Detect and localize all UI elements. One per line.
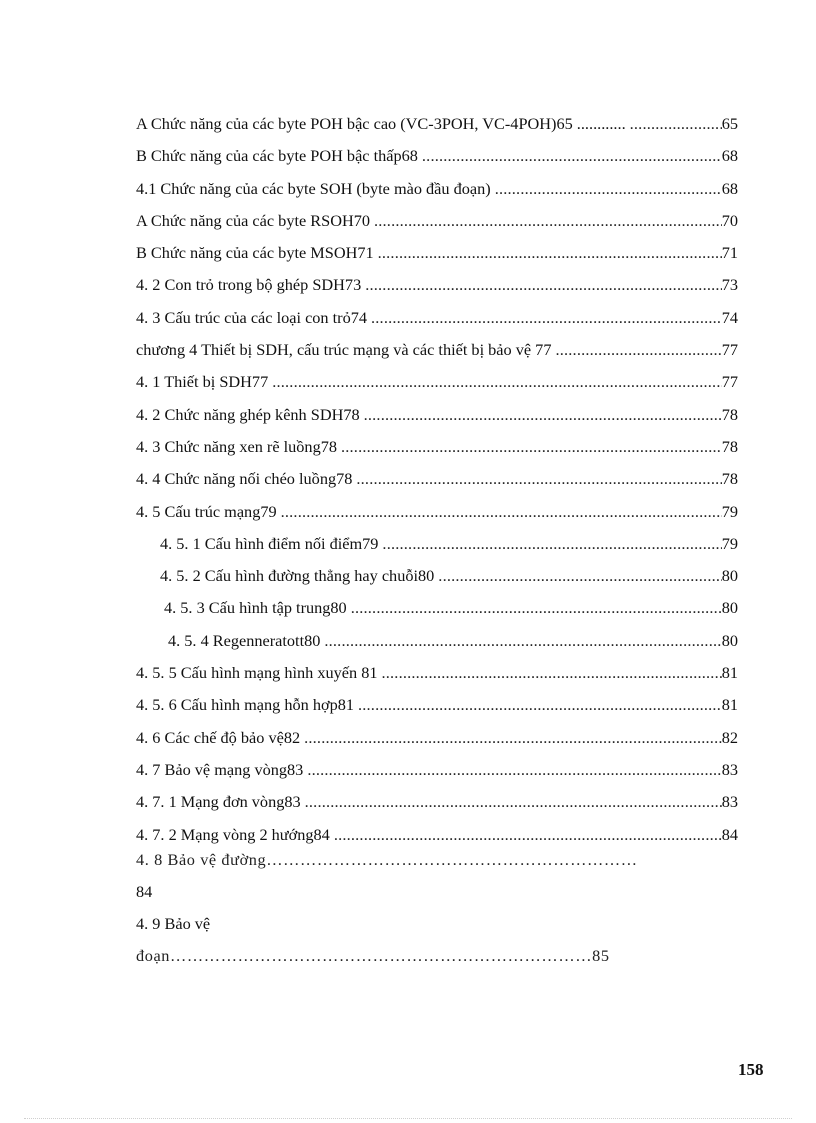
toc-entry — [136, 528, 738, 560]
toc-entry-title: 4. 1 Thiết bị SDH77 — [136, 372, 269, 392]
toc-entry-title: 4. 3 Cấu trúc của các loại con trỏ74 — [136, 307, 368, 327]
toc-leader-dots — [305, 786, 722, 818]
toc-entry — [136, 592, 738, 624]
toc-entry-page: 83 — [721, 759, 738, 779]
toc-entry — [136, 754, 738, 786]
toc-leader-dots — [381, 657, 721, 689]
toc-entry — [136, 819, 738, 851]
toc-leader-dots — [378, 237, 722, 269]
toc-entry — [136, 205, 738, 237]
toc-entry-title: 4. 3 Chức năng xen rẽ luồng78 — [136, 436, 337, 456]
toc-entry-title: 4. 2 Chức năng ghép kênh SDH78 — [136, 404, 360, 424]
toc-entry — [136, 108, 738, 140]
toc-entry-title: 4. 2 Con trỏ trong bộ ghép SDH73 — [136, 275, 362, 295]
toc-entry-title: 4. 7. 1 Mạng đơn vòng83 — [136, 792, 301, 812]
toc-entry-page: 79 — [721, 533, 738, 553]
toc-entry-title: 4. 5. 5 Cấu hình mạng hình xuyến 81 — [136, 663, 378, 683]
page-number: 158 — [738, 1060, 764, 1079]
toc-entry — [136, 302, 738, 334]
toc-entry-page: 73 — [721, 275, 738, 295]
toc-entry-page: 79 — [721, 501, 738, 521]
toc-leader-dots — [334, 819, 722, 851]
toc-leader-dots — [495, 173, 722, 205]
toc-entry-title: 4. 5. 2 Cấu hình đường thẳng hay chuỗi80 — [160, 566, 435, 586]
toc-entry-page: 80 — [721, 598, 738, 618]
toc-entry-page: 81 — [721, 663, 738, 683]
toc-entry — [136, 689, 738, 721]
toc-leader-dots — [422, 140, 722, 172]
toc-entry-title: B Chức năng của các byte POH bậc thấp68 — [136, 146, 418, 166]
toc-entry — [136, 269, 738, 301]
toc-entry-line-48-page — [136, 882, 738, 902]
toc-leader-dots — [272, 366, 722, 398]
toc-entry — [136, 657, 738, 689]
toc-entry — [136, 625, 738, 657]
toc-entry-title: 4. 6 Các chế độ bảo vệ82 — [136, 727, 301, 747]
toc-leader-dots — [630, 108, 722, 140]
toc-entry-page: 68 — [721, 146, 738, 166]
toc-entry — [136, 399, 738, 431]
toc-leader-dots — [364, 399, 722, 431]
toc-leader-dots — [356, 463, 721, 495]
toc-entry — [136, 431, 738, 463]
table-of-contents — [136, 108, 738, 851]
toc-entry-page: 84 — [136, 882, 153, 901]
toc-leader-dots — [351, 592, 722, 624]
toc-entry-page: 65 — [721, 114, 738, 133]
toc-entry-page: 77 — [721, 340, 738, 360]
toc-leader-dots — [281, 496, 722, 528]
toc-entry-title: chương 4 Thiết bị SDH, cấu trúc mạng và các thiết bị bảo vệ 77 — [136, 340, 552, 360]
toc-entry-line-49-cont — [136, 946, 738, 966]
toc-leader-dots — [371, 302, 722, 334]
toc-entry — [136, 173, 738, 205]
toc-entry-title: 4. 5 Cấu trúc mạng79 — [136, 501, 277, 521]
toc-leader-dots — [365, 269, 722, 301]
toc-entry-title: A Chức năng của các byte RSOH70 — [136, 210, 370, 230]
toc-entry-line-48 — [136, 850, 738, 870]
toc-entry-title: 4. 5. 6 Cấu hình mạng hỗn hợp81 — [136, 695, 354, 715]
toc-leader-dots — [304, 722, 722, 754]
toc-entry-page: 70 — [721, 210, 738, 230]
toc-leader-dots — [341, 431, 722, 463]
toc-entry-continuation: đoạn…………………………………………………………………85 — [136, 946, 610, 965]
toc-leader-dots — [374, 205, 722, 237]
toc-entry-page: 71 — [721, 243, 738, 263]
toc-entry-title: 4. 5. 1 Cấu hình điểm nối điểm79 — [160, 533, 379, 553]
toc-entry-page: 68 — [721, 178, 738, 198]
footer-divider — [24, 1118, 792, 1119]
toc-entry-page: 84 — [721, 824, 738, 844]
toc-entry — [136, 560, 738, 592]
toc-entry-page: 78 — [721, 469, 738, 489]
toc-entry-page: 81 — [721, 695, 738, 715]
toc-entry-page: 83 — [721, 792, 738, 812]
toc-entry-title: 4. 5. 4 Regenneratott80 — [168, 630, 321, 650]
toc-entry-line-49 — [136, 914, 738, 934]
toc-leader-dots — [555, 334, 721, 366]
toc-leader-dots — [358, 689, 722, 721]
toc-entry-title: A Chức năng của các byte POH bậc cao (VC-3POH, VC-4POH)65 ............ — [136, 114, 626, 133]
toc-entry-title: 4. 8 Bảo vệ đường………………………………………………………… — [136, 850, 638, 869]
toc-entry-title: 4.1 Chức năng của các byte SOH (byte mào đầu đoạn) — [136, 178, 491, 198]
toc-entry-page: 78 — [721, 404, 738, 424]
toc-entry-title: 4. 9 Bảo vệ — [136, 914, 211, 933]
toc-entry — [136, 786, 738, 818]
toc-entry-page: 82 — [721, 727, 738, 747]
toc-entry-page: 80 — [721, 566, 738, 586]
toc-leader-dots — [382, 528, 721, 560]
toc-entry — [136, 496, 738, 528]
toc-leader-dots — [324, 625, 721, 657]
toc-entry-title: B Chức năng của các byte MSOH71 — [136, 243, 374, 263]
toc-entry-title: 4. 4 Chức năng nối chéo luồng78 — [136, 469, 353, 489]
toc-leader-dots — [307, 754, 721, 786]
toc-entry — [136, 366, 738, 398]
toc-entry-title: 4. 5. 3 Cấu hình tập trung80 — [164, 598, 347, 618]
toc-entry-title: 4. 7. 2 Mạng vòng 2 hướng84 — [136, 824, 330, 844]
toc-leader-dots — [438, 560, 721, 592]
toc-entry-page: 78 — [721, 436, 738, 456]
toc-entry — [136, 237, 738, 269]
toc-entry-title: 4. 7 Bảo vệ mạng vòng83 — [136, 759, 304, 779]
toc-entry — [136, 140, 738, 172]
toc-entry — [136, 722, 738, 754]
toc-entry-page: 77 — [721, 372, 738, 392]
toc-entry — [136, 334, 738, 366]
toc-entry-page: 74 — [721, 307, 738, 327]
toc-entry-page: 80 — [721, 630, 738, 650]
toc-entry — [136, 463, 738, 495]
